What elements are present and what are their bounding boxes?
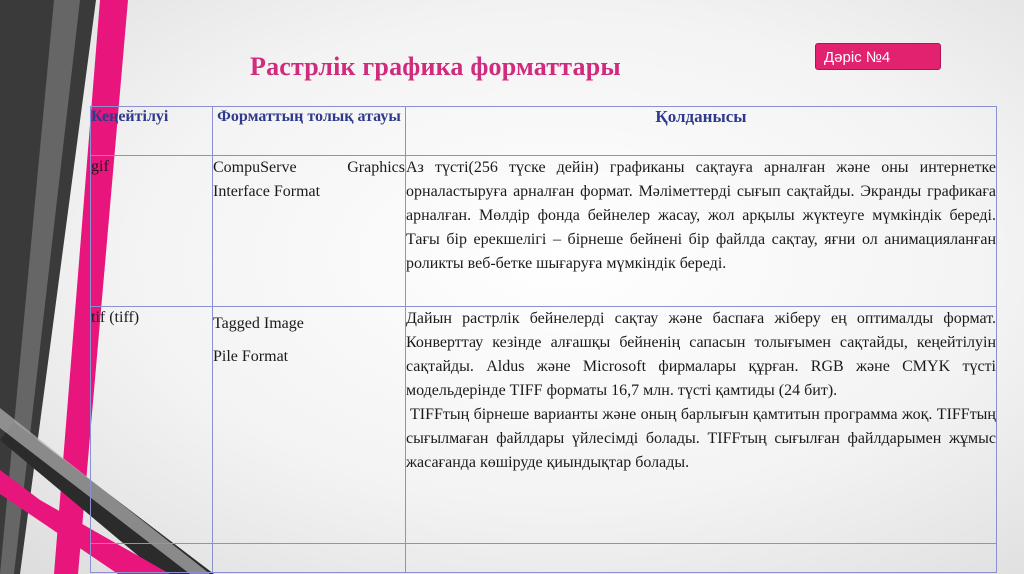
slide-title: Растрлік графика форматтары	[250, 52, 621, 81]
usage-paragraph: Аз түсті(256 түске дейін) графиканы сақтауға арналған және оны интернетке орналастыруға арналған формат. Мәліметтерді сығып сақтайды. Экранды графикаға арналған. Мөлдір фонда бейнелер жасау, жол арқылы жүктеуге мүмкіндік береді. Тағы бір ерекшелігі – бірнеше бейнені бір файлда сақтау, яғни ол анимацияланған роликты веб-бетке шығаруға мүмкіндік береді.	[406, 159, 996, 272]
table-header-row	[91, 107, 997, 156]
table-row	[91, 156, 997, 307]
full-name-line: Pile Format	[213, 348, 289, 365]
full-name-line: Tagged Image	[213, 315, 304, 332]
cell-extension: gif	[91, 156, 213, 307]
header-extension: Кеңейтілуі	[91, 107, 213, 156]
cell-usage	[406, 307, 997, 544]
empty-cell	[213, 544, 406, 573]
header-full-name: Форматтың толық атауы	[213, 107, 406, 156]
usage-paragraph: TIFFтың бірнеше варианты және оның барлығын қамтитын программа жоқ. TIFFтың сығылмаған файлдары үйлесімді болады. TIFFтың сығылған файлдарымен жұмыс жасағанда көшіруде қиындықтар болады.	[406, 406, 996, 471]
table-row	[91, 307, 997, 544]
cell-usage	[406, 156, 997, 307]
empty-cell	[91, 544, 213, 573]
usage-paragraph: Дайын растрлік бейнелерді сақтау және баспаға жіберу ең оптималды формат. Конверттау кезінде алғашқы бейненің сапасын толығымен сақтайды, кеңейтілуін сақтайды. Aldus және Microsoft фирмалары құрған. RGB және CMYK түсті модельдерінде TIFF форматы 16,7 млн. түсті қамтиды (24 бит).	[406, 310, 996, 399]
cell-full-name: CompuServe Graphics Interface Format	[213, 156, 406, 307]
table-row-empty	[91, 544, 997, 573]
cell-extension: tif (tiff)	[91, 307, 213, 544]
empty-cell	[406, 544, 997, 573]
lecture-badge: Дәріс №4	[815, 43, 941, 70]
formats-table	[90, 106, 997, 573]
header-usage: Қолданысы	[406, 107, 997, 156]
cell-full-name	[213, 307, 406, 544]
